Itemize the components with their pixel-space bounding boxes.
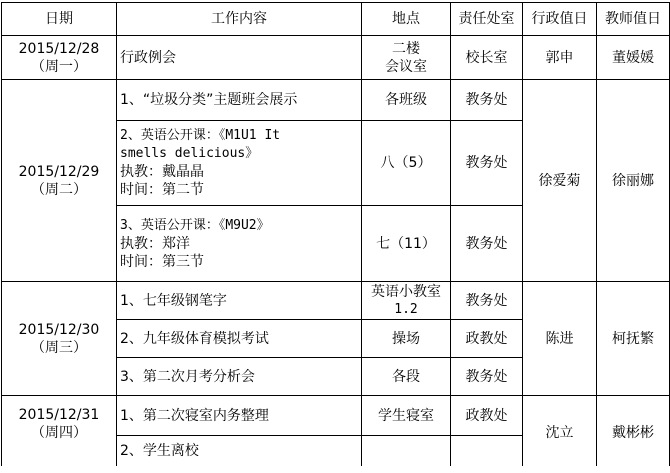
office-cell: 教务处 — [451, 282, 523, 320]
office-cell: 教务处 — [451, 206, 523, 282]
date-text: 2015/12/30 — [18, 321, 100, 338]
header-row — [2, 3, 670, 36]
teacher-duty-cell: 徐丽娜 — [597, 80, 670, 282]
date-cell — [2, 36, 117, 80]
content-cell: 1、第二次寝室内务整理 — [117, 396, 362, 436]
place-line: 英语小教室 — [371, 283, 441, 300]
place-line: 1.2 — [394, 301, 418, 317]
content-cell — [117, 206, 362, 282]
place-line: 二楼 — [392, 40, 420, 57]
header-place: 地点 — [362, 3, 451, 36]
place-cell: 各段 — [362, 358, 451, 396]
content-line: smells delicious》 — [120, 146, 259, 161]
admin-duty-cell: 沈立 — [523, 396, 597, 466]
date-text: 2015/12/29 — [18, 163, 100, 180]
weekday-text: （周四） — [31, 425, 87, 441]
place-cell — [362, 436, 451, 466]
place-cell — [362, 282, 451, 320]
weekday-text: （周二） — [31, 181, 87, 198]
office-cell: 校长室 — [451, 36, 523, 80]
header-teacher-duty: 教师值日 — [597, 3, 670, 36]
content-cell: 3、第二次月考分析会 — [117, 358, 362, 396]
header-office: 责任处室 — [451, 3, 523, 36]
content-line: 执教：郑洋 — [120, 235, 190, 252]
place-line: 会议室 — [385, 58, 427, 75]
content-line: 时间：第二节 — [120, 182, 204, 198]
admin-duty-cell: 徐爱菊 — [523, 80, 597, 282]
content-line: 3、英语公开课：《M9U2》 — [120, 217, 270, 233]
place-cell: 学生寝室 — [362, 396, 451, 436]
content-line: 时间：第三节 — [120, 253, 204, 270]
date-text: 2015/12/31 — [18, 407, 100, 423]
office-cell: 教务处 — [451, 121, 523, 206]
weekday-text: （周一） — [31, 58, 87, 75]
place-cell: 八（5） — [362, 121, 451, 206]
content-cell: 2、九年级体育模拟考试 — [117, 320, 362, 358]
header-admin-duty: 行政值日 — [523, 3, 597, 36]
table-row — [2, 282, 670, 320]
date-cell — [2, 282, 117, 396]
office-cell: 教务处 — [451, 80, 523, 121]
content-cell: 1、七年级钢笔字 — [117, 282, 362, 320]
place-cell — [362, 36, 451, 80]
content-cell: 行政例会 — [117, 36, 362, 80]
teacher-duty-cell: 柯抚繁 — [597, 282, 670, 396]
weekday-text: （周三） — [31, 339, 87, 356]
duty-schedule-table — [1, 2, 670, 466]
header-date: 日期 — [2, 3, 117, 36]
office-cell: 政教处 — [451, 320, 523, 358]
date-text: 2015/12/28 — [18, 40, 100, 57]
place-cell: 操场 — [362, 320, 451, 358]
content-cell: 2、学生离校 — [117, 436, 362, 466]
content-line: 2、英语公开课：《M1U1 It — [120, 128, 281, 143]
table-row — [2, 36, 670, 80]
office-cell — [451, 436, 523, 466]
place-cell: 七（11） — [362, 206, 451, 282]
admin-duty-cell: 郭申 — [523, 36, 597, 80]
date-cell — [2, 80, 117, 282]
office-cell: 政教处 — [451, 396, 523, 436]
header-content: 工作内容 — [117, 3, 362, 36]
teacher-duty-cell: 董媛媛 — [597, 36, 670, 80]
place-cell: 各班级 — [362, 80, 451, 121]
admin-duty-cell: 陈进 — [523, 282, 597, 396]
teacher-duty-cell: 戴彬彬 — [597, 396, 670, 466]
content-cell: 1、“垃圾分类”主题班会展示 — [117, 80, 362, 121]
date-cell — [2, 396, 117, 466]
office-cell: 教务处 — [451, 358, 523, 396]
content-line: 执教：戴晶晶 — [120, 164, 204, 180]
content-cell — [117, 121, 362, 206]
table-row — [2, 396, 670, 436]
table-row — [2, 80, 670, 121]
